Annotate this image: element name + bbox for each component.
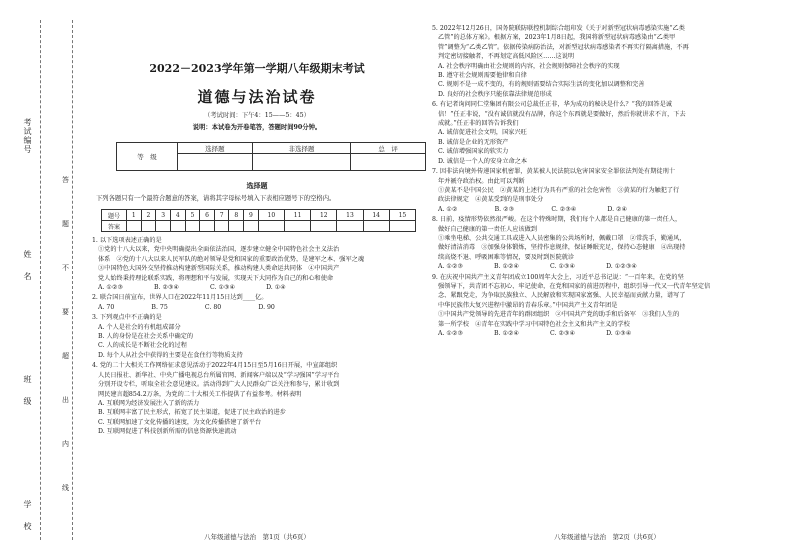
question-line: 管”调整为“乙类乙管”。依据传染病防治法，对新型冠状病毒感染者不再实行隔离措施，不再 (438, 43, 689, 51)
question-list (432, 24, 782, 339)
question-stem: 7. 因非法向境外传递国家机密罪，黄某被人民法院以危害国家安全罪依法判处有期徒刑十 (432, 168, 675, 176)
question-line: D. 诚信是一个人的安身立命之本 (438, 157, 528, 165)
seal-line (72, 20, 73, 540)
answer-cell[interactable] (170, 221, 185, 232)
answer-question-number: 6 (200, 210, 215, 221)
seal-notice (62, 175, 69, 493)
seal-char: 超 (62, 352, 69, 360)
answer-cell[interactable] (200, 221, 215, 232)
question-line: 网民建言超854.2万条，为党的二十大相关工作提供了有益参考。材料表明 (98, 390, 302, 398)
answer-row-label: 答案 (102, 221, 127, 232)
question-line: 年并褫夺政治权。由此可以判断 (438, 177, 525, 185)
question-line: ①党的十八大以来，党中央明确提出全面依法治国，逐步建立健全中国特色社会主义法治 (98, 246, 340, 254)
exam-title: 2022－2023学年第一学期八年级期末考试 (149, 62, 365, 75)
question-stem: 5. 2022年12月26日，国务院联防联控机制综合组印发《关于对新型冠状病毒感染实施“乙类 (432, 25, 685, 32)
question-list (92, 236, 428, 438)
question-line: D. 互联网促进了科技创新所需的信息资源快速流动 (98, 428, 237, 436)
answer-question-number: 10 (258, 210, 284, 221)
seal-char: 要 (62, 308, 69, 316)
question-line: ③中国特色大国外交坚持推动构建新型国际关系，推动构建人类命运共同体 ④中国共产 (98, 265, 340, 273)
question-line: 做好清洁消毒 ③加强身体锻炼，坚持作息规律，保证睡眠充足，保持心态健康 ④出现持 (438, 244, 686, 252)
score-header-nonchoice: 非选择题 (252, 143, 350, 154)
answer-cell[interactable] (214, 221, 229, 232)
question-block (432, 167, 782, 214)
answer-row-label: 题号 (102, 210, 127, 221)
question-block (432, 215, 782, 271)
question-line: D. 每个人从社会中获得的主要是在食住行等物质支持 (98, 351, 243, 359)
question-line: ①黄某不是中国公民 ②黄某的上述行为具有严重的社会危害性 ③黄某的行为触犯了行 (438, 186, 680, 194)
question-line: 乙管”的总体方案》。根据方案，2023年1月8日起，我国将新型冠状病毒感染由“乙类甲 (438, 34, 676, 42)
fill-line (40, 20, 41, 540)
question-line: 念、紧跟党走，为争取民族独立、人民解放和实现国家富强、人民幸福而贡献力量，谱写了 (438, 292, 686, 300)
score-header-overall: 总 评 (351, 143, 426, 154)
exam-number-label: 考试编号 (23, 118, 32, 154)
question-line: C. 互联网加速了文化传播的速度，为文化传播搭建了新平台 (98, 418, 262, 426)
question-line: 中华民族伟大复兴进程中激昂的青春乐章。”中国共产主义青年团是 (438, 301, 618, 309)
page-footer: 八年级道德与法治 第1页（共6页） (204, 533, 310, 541)
question-line: A. ①②③ B. ②③④ C. ①③④ D. ①④ (98, 284, 286, 292)
question-line: 强领导下，共青团不忘初心、牢记使命，在党和国家的前进历程中，组织引导一代又一代青年坚定信 (438, 282, 711, 290)
exam-page-1 (86, 0, 428, 553)
seal-char: 题 (62, 220, 69, 228)
exam-note: 说明：本试卷为开卷笔答，答题时间90分钟。 (192, 124, 322, 131)
question-stem: 8. 日前，疫情形势依然很严峻。在这个特殊时期，我们每个人都是自己健康的第一责任人， (432, 216, 682, 224)
question-line: 人民日报社、新华社、中央广播电视总台所属官网、新闻客户端以及“学习强国”学习平台 (98, 371, 340, 379)
seal-char: 不 (62, 264, 69, 272)
answer-question-number: 12 (311, 210, 337, 221)
question-line: A. ①② B. ②③ C. ②③④ D. ②④ (438, 205, 628, 213)
class-label: 班级 (23, 375, 32, 419)
exam-time: （考试时间：下午4：15——5：45） (204, 112, 310, 119)
answer-question-number: 8 (229, 210, 244, 221)
question-block (432, 24, 782, 99)
question-stem: 4. 党的二十大相关工作网络征求意见活动于2022年4月15日至5月16日开展，中宣部组织 (92, 362, 338, 370)
answer-cell[interactable] (258, 221, 284, 232)
seal-char: 答 (62, 176, 69, 184)
question-line: 政法律规定 ④黄某受到的是刑事处分 (438, 196, 544, 204)
question-line: 体系 ②党的十八大以来人民军队的绝对领导是党和国家的重要政治优势，是建军之本、强军之魂 (98, 255, 365, 263)
answer-question-number: 13 (337, 210, 363, 221)
answer-question-number: 1 (127, 210, 142, 221)
answer-cell[interactable] (156, 221, 171, 232)
question-line: 第一所学校 ④青年在实践中学习中国特色社会主义和共产主义的学校 (438, 320, 630, 328)
answer-cell[interactable] (229, 221, 244, 232)
answer-question-number: 5 (185, 210, 200, 221)
answer-cell[interactable] (185, 221, 200, 232)
question-block (432, 273, 782, 339)
question-line: D. 良好的社会秩序只能依靠法律规范形成 (438, 90, 552, 98)
answer-cell[interactable] (284, 221, 310, 232)
seal-char: 出 (62, 396, 69, 404)
seal-char: 内 (62, 440, 69, 448)
question-line: C. 人的成长是不断社会化的过程 (98, 342, 187, 350)
seal-char: 线 (62, 484, 69, 492)
section-instruction: 下列各题只有一个最符合题意的答案，请将其字母标号填入下表相应题号下的空格内。 (96, 195, 336, 202)
answer-question-number: 7 (214, 210, 229, 221)
answer-question-number: 3 (156, 210, 171, 221)
subject-title: 道德与法治试卷 (197, 88, 317, 106)
question-block (92, 361, 428, 436)
question-line: B. 互联网丰富了民主形式，拓宽了民主渠道，促进了民主政治的进步 (98, 409, 286, 417)
name-label: 姓名 (23, 250, 32, 294)
question-line: A. 诚信促进社会文明，国家兴旺 (438, 129, 527, 137)
question-line: 续高烧不退、呼吸困难等情况，要及时到医院就诊 (438, 253, 575, 261)
question-line: A. 个人是社会的有机组成部分 (98, 323, 181, 331)
answer-cell[interactable] (244, 221, 259, 232)
answer-question-number: 15 (389, 210, 415, 221)
binding-margin (0, 0, 84, 553)
question-line: 党人始终秉持理论联系实践，将理想和平与发展，实现天下大同作为自己的和心和使命 (98, 274, 334, 282)
question-line: B. 人的身份是在社会关系中确定的 (98, 333, 194, 341)
question-block (92, 236, 428, 292)
question-stem: 9. 在庆祝中国共产主义青年团成立100周年大会上，习近平总书记说：“一百年来，在党的坚 (432, 273, 684, 281)
answer-question-number: 2 (141, 210, 156, 221)
question-line: B. 诚信是企业的无形资产 (438, 138, 509, 146)
question-stem: 3. 下列观点中不正确的是 (92, 314, 162, 322)
score-table (116, 142, 426, 171)
score-header-choice: 选择题 (178, 143, 253, 154)
question-line: 判定密切接触者，不再划定高低风险区……这说明 (438, 53, 575, 61)
question-line: A. ①②③ B. ①②④ C. ②③④ D. ①③④ (438, 330, 632, 337)
question-line: 信！”任正非说，“没有诚信就没有品牌，你这个东西就是要做好，然后你就讲求不言，下去 (438, 110, 686, 118)
question-stem: 2. 联合国日前宣布，世界人口在2022年11月15日达到____亿。 (92, 294, 268, 302)
answer-table (101, 209, 416, 232)
question-block (92, 313, 428, 360)
exam-page-2 (432, 0, 782, 553)
question-line: 分别开设专栏，听取全社会意见建议。活动得到广大人民群众广泛关注和参与，累计收到 (98, 381, 340, 389)
school-label: 学校 (23, 500, 32, 544)
answer-cell[interactable] (363, 221, 389, 232)
answer-question-number: 4 (170, 210, 185, 221)
answer-cell[interactable] (127, 221, 142, 232)
question-line: 做好自己健康的第一责任人应该做到 (438, 225, 537, 233)
question-line: 成就。”任正非的回答告诉我们 (438, 120, 519, 128)
answer-question-number: 11 (284, 210, 310, 221)
score-cell-overall[interactable] (351, 154, 426, 171)
question-stem: 1. 以下选项表述正确的是 (92, 237, 162, 244)
question-block (92, 293, 428, 312)
question-block (432, 100, 782, 166)
section-title: 选择题 (246, 181, 268, 190)
question-line: A. 70 B. 75 C. 80 D. 90 (98, 303, 275, 311)
question-line: A. 互联网为经济发展注入了新的活力 (98, 399, 200, 407)
question-line: A. 社会秩序明确由社会规则的内容，社会规则保障社会秩序的实现 (438, 62, 620, 70)
answer-question-number: 9 (244, 210, 259, 221)
answer-cell[interactable] (141, 221, 156, 232)
page-footer: 八年级道德与法治 第2页（共6页） (554, 533, 660, 541)
score-cell-choice[interactable] (178, 154, 253, 171)
question-line: A. ①②③ B. ①②④ C. ①③④ D. ①②③④ (438, 263, 637, 271)
question-line: ①乘坐电梯、公共交通工具或进入人员密集的公共场所时，佩戴口罩 ②常洗手，勤通风， (438, 234, 686, 242)
question-line: ①中国共产党领导的先进青年的群团组织 ②中国共产党的助手和后备军 ③我们人生的 (438, 311, 680, 319)
question-line: B. 遵守社会规则需要他律和自律 (438, 72, 527, 80)
answer-cell[interactable] (389, 221, 415, 232)
answer-question-number: 14 (363, 210, 389, 221)
question-line: C. 诚信增强国家的软实力 (438, 148, 509, 156)
question-line: C. 规则不是一成不变的，有的规则需要结合实际生活的变化加以调整和完善 (438, 81, 645, 89)
answer-cell[interactable] (337, 221, 363, 232)
score-header-grade: 等 级 (117, 143, 178, 171)
answer-cell[interactable] (311, 221, 337, 232)
score-cell-nonchoice[interactable] (252, 154, 350, 171)
question-stem: 6. 有记者询问同仁堂集团有限公司总裁任正非，华为成功的秘诀是什么？“我的回答是诚 (432, 101, 672, 109)
